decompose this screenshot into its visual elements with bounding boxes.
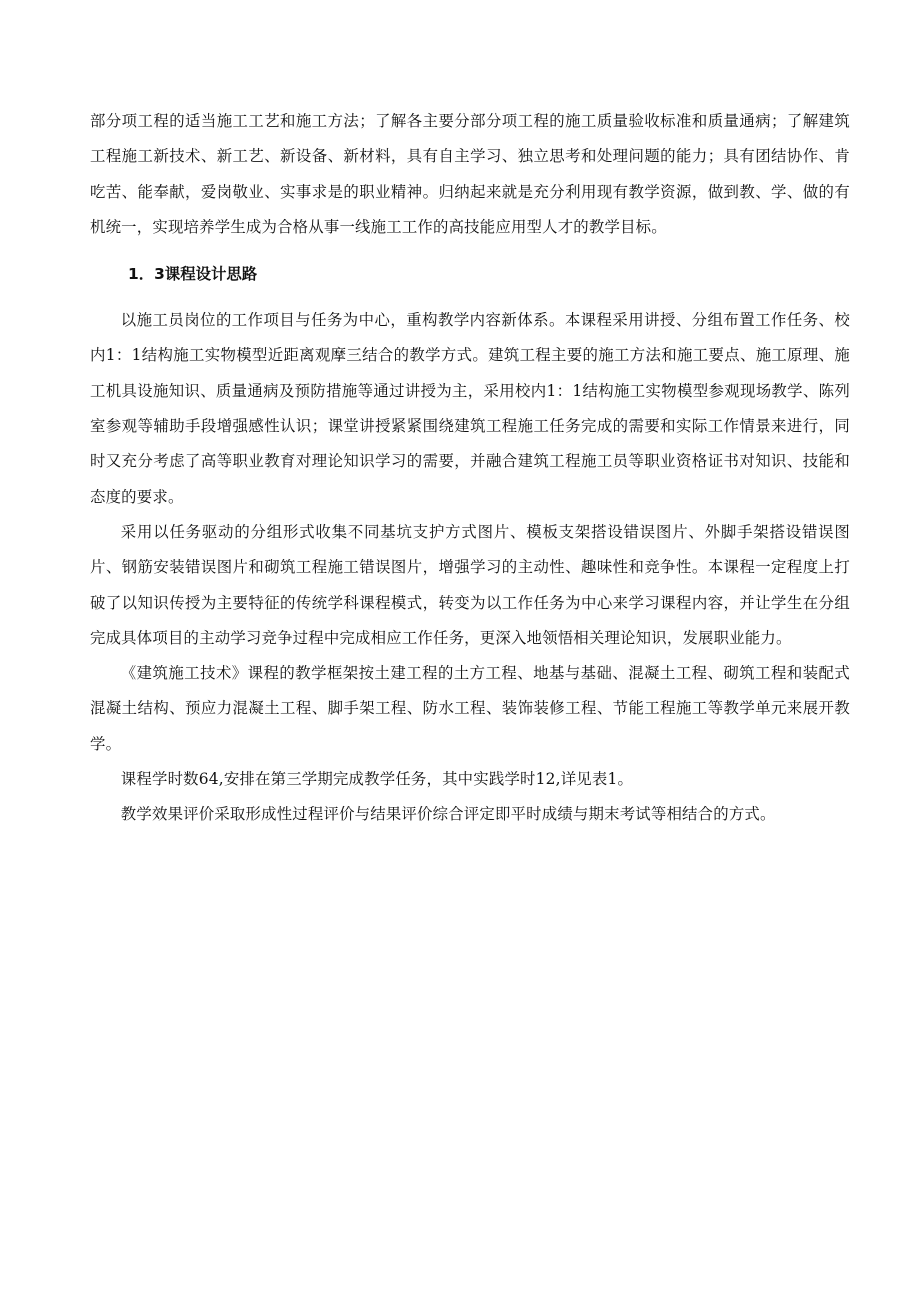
paragraph-course-framework: 《建筑施工技术》课程的教学框架按土建工程的土方工程、地基与基础、混凝土工程、砌筑工程和装配式混凝土结构、预应力混凝土工程、脚手架工程、防水工程、装饰装修工程、节能工程施工等教学单元来展开教学。	[90, 664, 850, 753]
paragraph-design-approach: 以施工员岗位的工作项目与任务为中心，重构教学内容新体系。本课程采用讲授、分组布置工作任务、校内1：1结构施工实物模型近距离观摩三结合的教学方式。建筑工程主要的施工方法和施工要点、施工原理、施工机具设施知识、质量通病及预防措施等通过讲授为主，采用校内1：1结构施工实物模型参观现场教学、陈列室参观等辅助手段增强感性认识；课堂讲授紧紧围绕建筑工程施工任务完成的需要和实际工作情景来进行，同时又充分考虑了高等职业教育对理论知识学习的需要，并融合建筑工程施工员等职业资格证书对知识、技能和态度的要求。	[90, 311, 850, 506]
paragraph-evaluation: 教学效果评价采取形成性过程评价与结果评价综合评定即平时成绩与期末考试等相结合的方式。	[120, 805, 776, 824]
paragraph-task-driven: 采用以任务驱动的分组形式收集不同基坑支护方式图片、模板支架搭设错误图片、外脚手架搭设错误图片、钢筋安装错误图片和砌筑工程施工错误图片，增强学习的主动性、趣味性和竞争性。本课程一定程度上打破了以知识传授为主要特征的传统学科课程模式，转变为以工作任务为中心来学习课程内容，并让学生在分组完成具体项目的主动学习竞争过程中完成相应工作任务，更深入地领悟相关理论知识，发展职业能力。	[90, 522, 850, 647]
section-heading: 1．3课程设计思路	[128, 265, 258, 284]
paragraph-class-hours: 课程学时数64,安排在第三学期完成教学任务，其中实践学时12,详见表1。	[120, 770, 634, 789]
intro-paragraph: 部分项工程的适当施工工艺和施工方法；了解各主要分部分项工程的施工质量验收标准和质量通病；了解建筑工程施工新技术、新工艺、新设备、新材料，具有自主学习、独立思考和处理问题的能力；具有团结协作、肯吃苦、能奉献，爱岗敬业、实事求是的职业精神。归纳起来就是充分利用现有教学资源，做到教、学、做的有机统一，实现培养学生成为合格从事一线施工工作的高技能应用型人才的教学目标。	[90, 112, 850, 236]
document-body	[90, 104, 850, 833]
